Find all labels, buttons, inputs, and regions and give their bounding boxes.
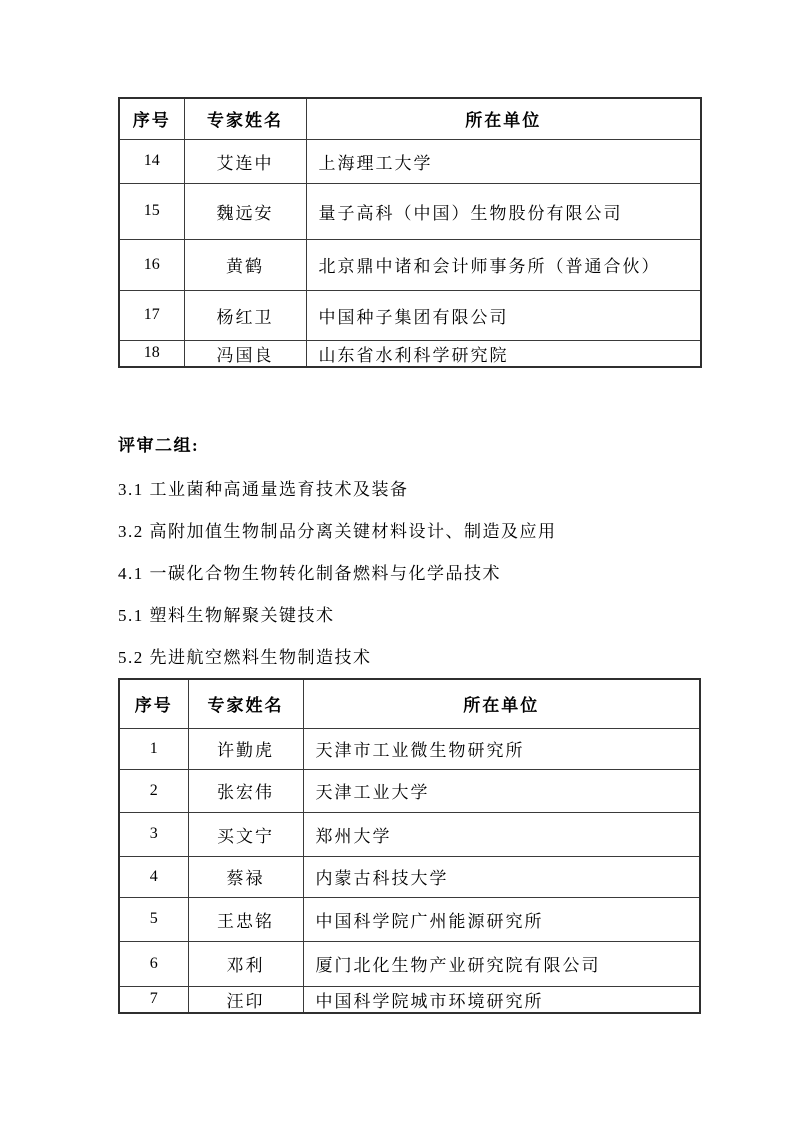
- topic-item: 3.1 工业菌种高通量选育技术及装备: [118, 480, 409, 499]
- column-header-no: 序号: [119, 98, 184, 139]
- cell-expert-name: 魏远安: [184, 183, 306, 239]
- cell-expert-name: 买文宁: [188, 812, 303, 856]
- cell-expert-name: 杨红卫: [184, 290, 306, 340]
- cell-organization: 天津工业大学: [303, 769, 700, 812]
- table-row: [119, 239, 701, 290]
- cell-expert-name: 黄鹤: [184, 239, 306, 290]
- cell-organization: 中国种子集团有限公司: [306, 290, 701, 340]
- cell-expert-name: 邓利: [188, 941, 303, 986]
- cell-serial-number: 3: [119, 812, 188, 856]
- table-header-row: [119, 98, 701, 139]
- column-header-name: 专家姓名: [184, 98, 306, 139]
- cell-serial-number: 17: [119, 290, 184, 340]
- table-row: [119, 812, 700, 856]
- cell-expert-name: 许勤虎: [188, 728, 303, 769]
- experts-table-group2: [118, 678, 701, 1014]
- cell-organization: 厦门北化生物产业研究院有限公司: [303, 941, 700, 986]
- cell-serial-number: 5: [119, 897, 188, 941]
- table-row: [119, 986, 700, 1013]
- cell-serial-number: 6: [119, 941, 188, 986]
- topic-item: 5.1 塑料生物解聚关键技术: [118, 606, 335, 625]
- table-header-row: [119, 679, 700, 728]
- cell-expert-name: 艾连中: [184, 139, 306, 183]
- table-row: [119, 340, 701, 367]
- table-row: [119, 183, 701, 239]
- column-header-org: 所在单位: [306, 98, 701, 139]
- section-title: 评审二组:: [118, 436, 200, 455]
- column-header-org: 所在单位: [303, 679, 700, 728]
- cell-organization: 上海理工大学: [306, 139, 701, 183]
- topic-item: 4.1 一碳化合物生物转化制备燃料与化学品技术: [118, 564, 501, 583]
- table-row: [119, 728, 700, 769]
- cell-serial-number: 2: [119, 769, 188, 812]
- table-row: [119, 856, 700, 897]
- cell-organization: 郑州大学: [303, 812, 700, 856]
- table-row: [119, 897, 700, 941]
- cell-serial-number: 1: [119, 728, 188, 769]
- cell-serial-number: 7: [119, 986, 188, 1013]
- cell-organization: 山东省水利科学研究院: [306, 340, 701, 367]
- table-row: [119, 769, 700, 812]
- topic-item: 3.2 高附加值生物制品分离关键材料设计、制造及应用: [118, 522, 557, 541]
- cell-organization: 量子高科（中国）生物股份有限公司: [306, 183, 701, 239]
- cell-expert-name: 蔡禄: [188, 856, 303, 897]
- cell-expert-name: 张宏伟: [188, 769, 303, 812]
- cell-expert-name: 冯国良: [184, 340, 306, 367]
- cell-serial-number: 15: [119, 183, 184, 239]
- cell-expert-name: 汪印: [188, 986, 303, 1013]
- column-header-no: 序号: [119, 679, 188, 728]
- cell-organization: 中国科学院城市环境研究所: [303, 986, 700, 1013]
- cell-organization: 内蒙古科技大学: [303, 856, 700, 897]
- experts-table-group1: [118, 97, 702, 368]
- table-row: [119, 290, 701, 340]
- cell-serial-number: 4: [119, 856, 188, 897]
- cell-serial-number: 14: [119, 139, 184, 183]
- table-row: [119, 139, 701, 183]
- cell-organization: 中国科学院广州能源研究所: [303, 897, 700, 941]
- cell-organization: 天津市工业微生物研究所: [303, 728, 700, 769]
- cell-serial-number: 18: [119, 340, 184, 367]
- table-row: [119, 941, 700, 986]
- cell-organization: 北京鼎中诸和会计师事务所（普通合伙）: [306, 239, 701, 290]
- cell-serial-number: 16: [119, 239, 184, 290]
- column-header-name: 专家姓名: [188, 679, 303, 728]
- topic-item: 5.2 先进航空燃料生物制造技术: [118, 648, 372, 667]
- cell-expert-name: 王忠铭: [188, 897, 303, 941]
